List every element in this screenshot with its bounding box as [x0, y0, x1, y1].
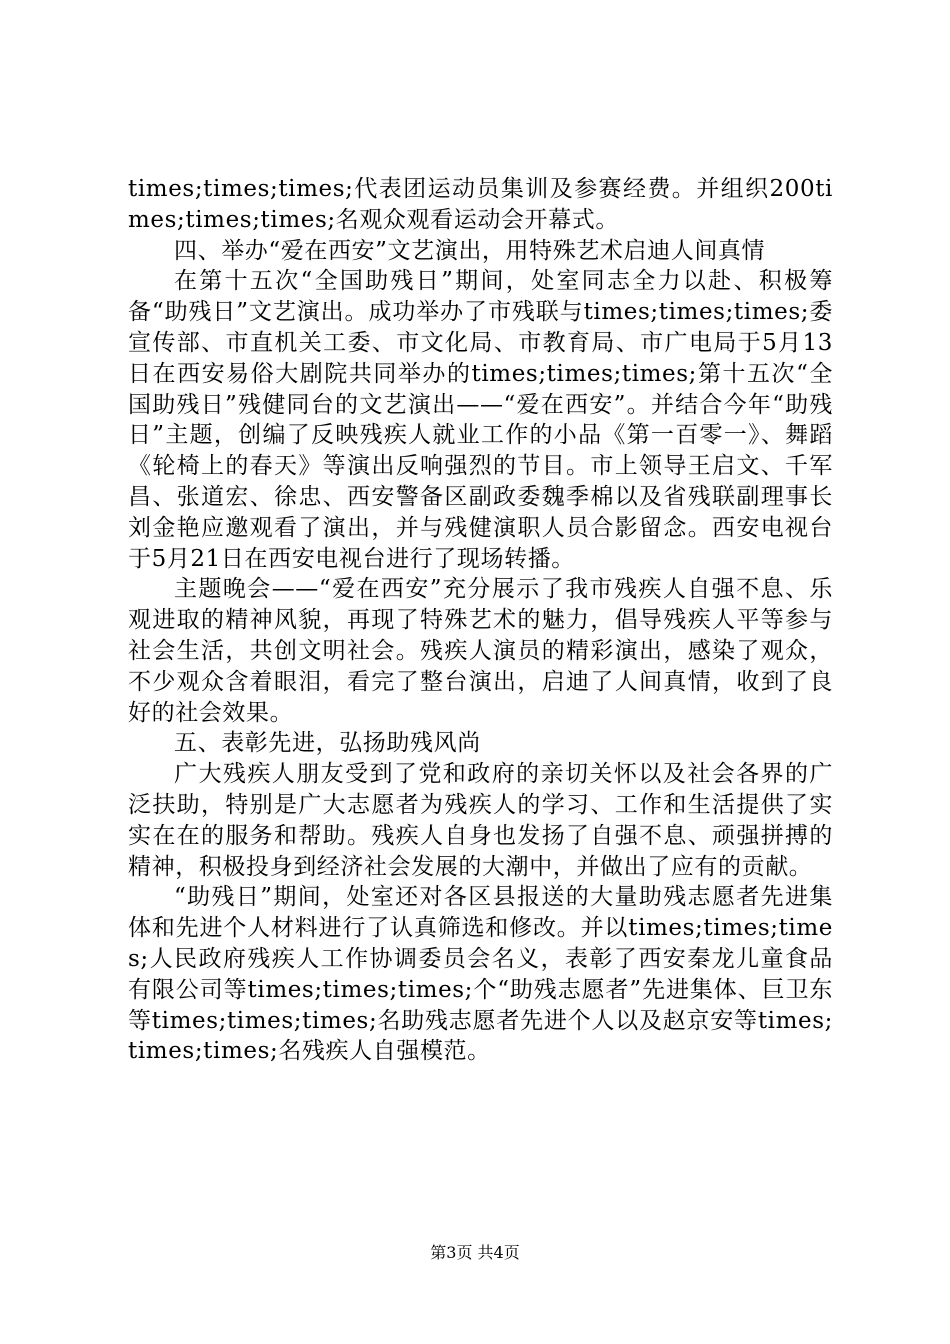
paragraph-theme-gala: 主题晚会——“爱在西安”充分展示了我市残疾人自强不息、乐观进取的精神风貌，再现了特殊艺术的魅力，倡导残疾人平等参与社会生活，共创文明社会。残疾人演员的精彩演出，感染了观众，不少观众含着眼泪，看完了整台演出，启迪了人间真情，收到了良好的社会效果。 — [128, 576, 833, 726]
paragraph-support: 广大残疾人朋友受到了党和政府的亲切关怀以及社会各界的广泛扶助，特别是广大志愿者为残疾人的学习、工作和生活提供了实实在在的服务和帮助。残疾人自身也发扬了自强不息、顽强拼搏的精神，积极投身到经济社会发展的大潮中，并做出了应有的贡献。 — [128, 761, 833, 880]
page-footer: 第3页 共4页 — [430, 1243, 520, 1262]
heading-section-five: 五、表彰先进，弘扬助残风尚 — [174, 730, 481, 757]
paragraph-funding: times;times;times;代表团运动员集训及参赛经费。并组织200times;times;times;名观众观看运动会开幕式。 — [128, 176, 833, 233]
heading-section-four: 四、举办“爱在西安”文艺演出，用特殊艺术启迪人间真情 — [174, 237, 766, 264]
paragraph-commendation: “助残日”期间，处室还对各区县报送的大量助残志愿者先进集体和先进个人材料进行了认真筛选和修改。并以times;times;times;人民政府残疾人工作协调委员会名义，表彰了西安秦龙儿童食品有限公司等times;times;times;个“助残志愿者”先进集体、巨卫东等times;times;times;名助残志愿者先进个人以及赵京安等times;times;times;名残疾人自强模范。 — [128, 884, 833, 1065]
paragraph-performance: 在第十五次“全国助残日”期间，处室同志全力以赴、积极筹备“助残日”文艺演出。成功举办了市残联与times;times;times;委宣传部、市直机关工委、市文化局、市教育局、市广电局于5月13日在西安易俗大剧院共同举办的times;times;times;第十五次“全国助残日”残健同台的文艺演出——“爱在西安”。并结合今年“助残日”主题，创编了反映残疾人就业工作的小品《第一百零一》、舞蹈《轮椅上的春天》等演出反响强烈的节目。市上领导王启文、千军昌、张道宏、徐忠、西安警备区副政委魏季棉以及省残联副理事长刘金艳应邀观看了演出，并与残健演职人员合影留念。西安电视台于5月21日在西安电视台进行了现场转播。 — [128, 268, 833, 572]
document-body — [128, 174, 833, 1067]
